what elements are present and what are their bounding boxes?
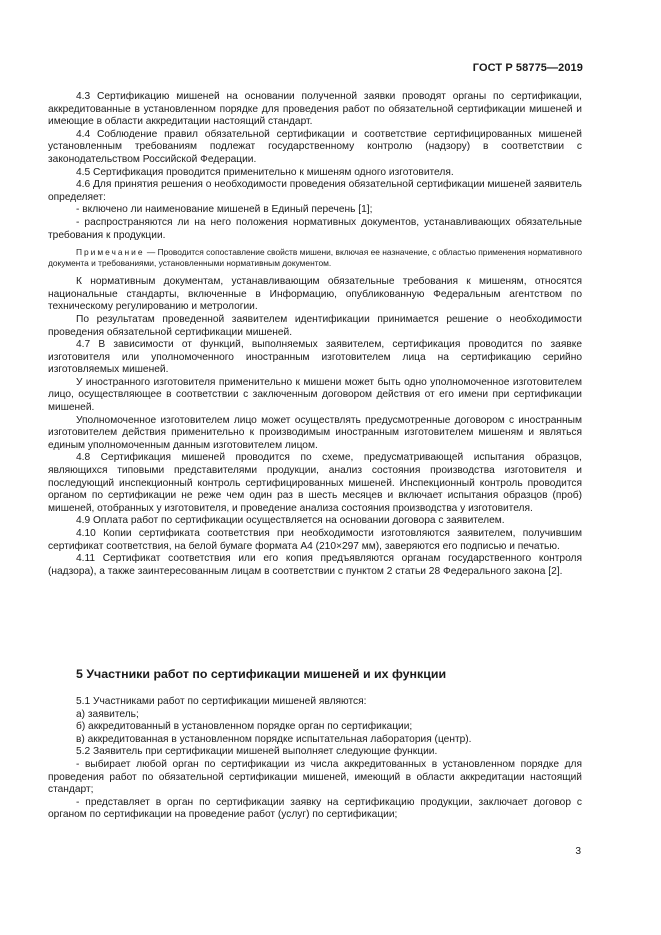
paragraph-4-7: 4.7 В зависимости от функций, выполняемых заявителем, сертификация проводится по заявке изготовителя или уполномоченного иностранным изготовителем лица на сертификацию серийно изготовляемых мишеней. [48, 339, 582, 376]
list-item: - включено ли наименование мишеней в Единый перечень [1]; [76, 204, 373, 216]
paragraph-4-4: 4.4 Соблюдение правил обязательной сертификации и соответствие сертифицированных мишеней установленным требованиям подлежат государственному контролю (надзору) в соответствии с законодательством Российской Федерации. [48, 128, 582, 165]
paragraph-foreign-manufacturer: У иностранного изготовителя применительно к мишени может быть одно уполномоченное изготовителем лицо, осуществляющее в соответствии с заключенным договором действия от его имени при сертификации мишеней. [48, 376, 582, 414]
paragraph-identification: По результатам проведенной заявителем идентификации принимается решение о необходимости проведения обязательной сертификации мишеней. [48, 313, 582, 338]
section-5-text [48, 696, 582, 822]
paragraph-4-9: 4.9 Оплата работ по сертификации осуществляется на основании договора с заявителем. [76, 515, 505, 527]
list-item: в) аккредитованная в установленном порядке испытательная лаборатория (центр). [76, 733, 472, 745]
paragraph-5-1: 5.1 Участниками работ по сертификации мишеней являются: [76, 696, 367, 707]
paragraph-4-3: 4.3 Сертификацию мишеней на основании полученной заявки проводят органы по сертификации, аккредитованные в установленном порядке для проведения работ по обязательной сертификации мишеней и имеющие в области аккредитации настоящий стандарт. [48, 91, 582, 128]
note-block [48, 247, 582, 269]
list-item: б) аккредитованный в установленном порядке орган по сертификации; [76, 721, 413, 733]
paragraph-4-6: 4.6 Для принятия решения о необходимости проведения обязательной сертификации мишеней заявитель определяет: [48, 179, 582, 203]
paragraph-4-10: 4.10 Копии сертификата соответствия при необходимости изготовляются заявителем, получившим сертификат соответствия, на белой бумаге формата А4 (210×297 мм), заверяются его подписью и печатью. [48, 528, 582, 552]
list-item: а) заявитель; [76, 708, 139, 720]
list-item: - выбирает любой орган по сертификации из числа аккредитованных в установленном порядке для проведения работ по обязательной сертификации мишеней, имеющий в области аккредитации настоящий стандарт; [48, 758, 582, 796]
document-code: ГОСТ Р 58775—2019 [472, 62, 583, 74]
note-label: Примечание [76, 247, 145, 258]
paragraph-5-2: 5.2 Заявитель при сертификации мишеней выполняет следующие функции. [76, 746, 438, 758]
paragraph-normative-docs: К нормативным документам, устанавливающим обязательные требования к мишеням, относятся национальные стандарты, включенные в Информацию, опубликованную Федеральным агентством по техническому регулированию и метрологии. [48, 276, 582, 313]
list-item: - распространяются ли на него положения нормативных документов, устанавливающих обязательные требования к продукции. [48, 216, 582, 241]
paragraph-4-5: 4.5 Сертификация проводится применительно к мишеням одного изготовителя. [76, 166, 454, 178]
list-item: - представляет в орган по сертификации заявку на сертификацию продукции, заключает договор с органом по сертификации на проведение работ (услуг) по сертификации; [48, 796, 582, 821]
paragraph-authorized-person: Уполномоченное изготовителем лицо может осуществлять предусмотренные договором с иностранным изготовителем действия применительно к производимым иностранным изготовителем мишеням и являться единым уполномоченным данным изготовителем лицом. [48, 414, 582, 451]
main-text [48, 91, 582, 578]
page-number: 3 [575, 846, 581, 857]
note-text: — Проводится сопоставление свойств мишени, включая ее назначение, с областью применения нормативного документа и требованиями, установленными нормативным документом. [48, 247, 582, 269]
paragraph-4-11: 4.11 Сертификат соответствия или его копия предъявляются органам государственного контроля (надзора), а также заинтересованным лицам в соответствии с пунктом 2 статьи 28 Федерального закона [2]. [48, 553, 582, 577]
paragraph-4-8: 4.8 Сертификация мишеней проводится по схеме, предусматривающей испытания образцов, являющихся типовыми представителями продукции, анализ состояния производства изготовителя и последующий инспекционный контроль сертифицированных мишеней. Инспекционный контроль проводится органом по сертификации не реже чем один раз в шесть месяцев и включает испытания образцов (проб) мишеней, отобранных у изготовителя, и проведение анализа состояния производства у изготовителя. [48, 452, 582, 514]
section-5-title: 5 Участники работ по сертификации мишеней и их функции [76, 667, 447, 681]
